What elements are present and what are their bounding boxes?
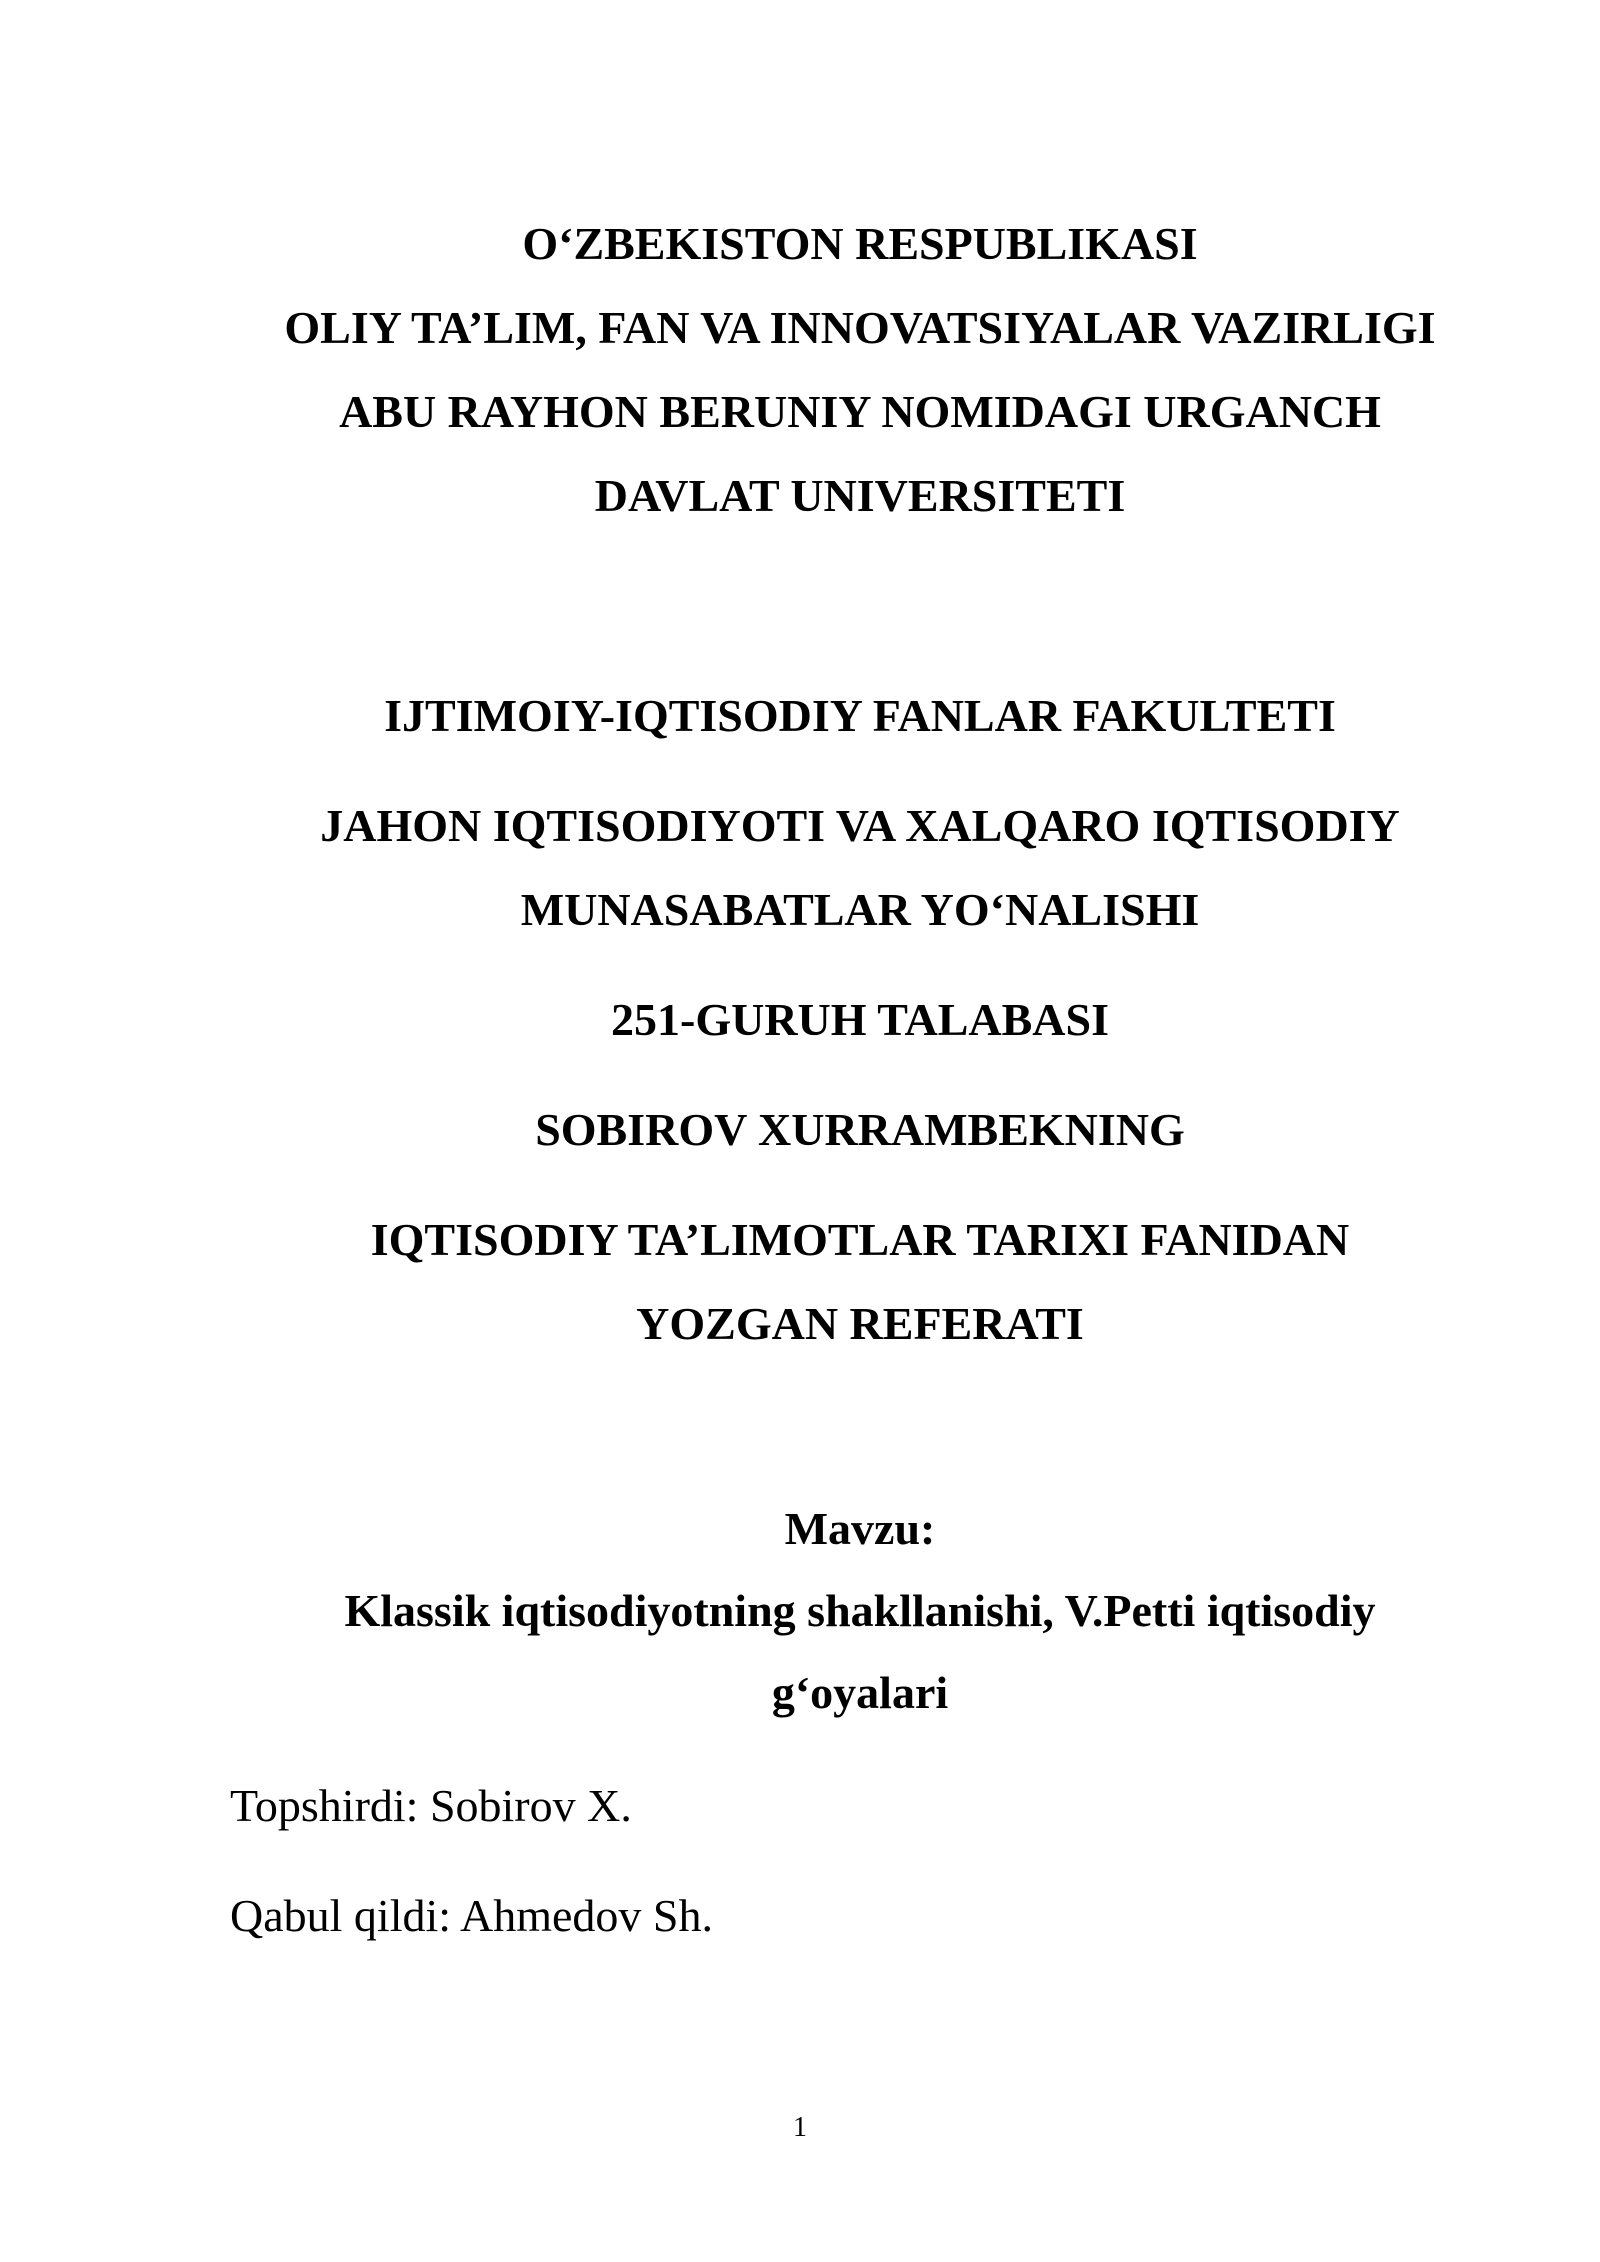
faculty-title: IJTIMOIY-IQTISODIY FANLAR FAKULTETI [384, 690, 1336, 741]
topic-line-1: Klassik iqtisodiyotning shakllanishi, V.Petti iqtisodiy [344, 1585, 1376, 1636]
subject-line-2: YOZGAN REFERATI [636, 1298, 1084, 1349]
direction-title [230, 784, 1490, 952]
header-line-ministry: OLIY TA’LIM, FAN VA INNOVATSIYALAR VAZIRLIGI [284, 302, 1436, 353]
subject-line-1: IQTISODIY TA’LIMOTLAR TARIXI FANIDAN [370, 1214, 1350, 1265]
topic-line-2: g‘oyalari [771, 1667, 949, 1718]
group-title: 251-GURUH TALABASI [611, 994, 1109, 1045]
direction-line-2: MUNASABATLAR YO‘NALISHI [520, 884, 1200, 935]
header-line-university-cont: DAVLAT UNIVERSITETI [594, 470, 1126, 521]
header-line-university: ABU RAYHON BERUNIY NOMIDAGI URGANCH [339, 386, 1381, 437]
ministry-header [230, 202, 1490, 538]
topic-label: Mavzu: [784, 1503, 936, 1554]
submitted-by: Topshirdi: Sobirov X. [230, 1780, 632, 1831]
accepted-by: Qabul qildi: Ahmedov Sh. [230, 1890, 713, 1941]
student-name: SOBIROV XURRAMBEKNING [535, 1104, 1185, 1155]
direction-line-1: JAHON IQTISODIYOTI VA XALQARO IQTISODIY [320, 800, 1400, 851]
subject-title [230, 1198, 1490, 1366]
header-line-country: O‘ZBEKISTON RESPUBLIKASI [522, 218, 1198, 269]
topic-block [230, 1488, 1490, 1734]
page-number: 1 [793, 2112, 807, 2143]
